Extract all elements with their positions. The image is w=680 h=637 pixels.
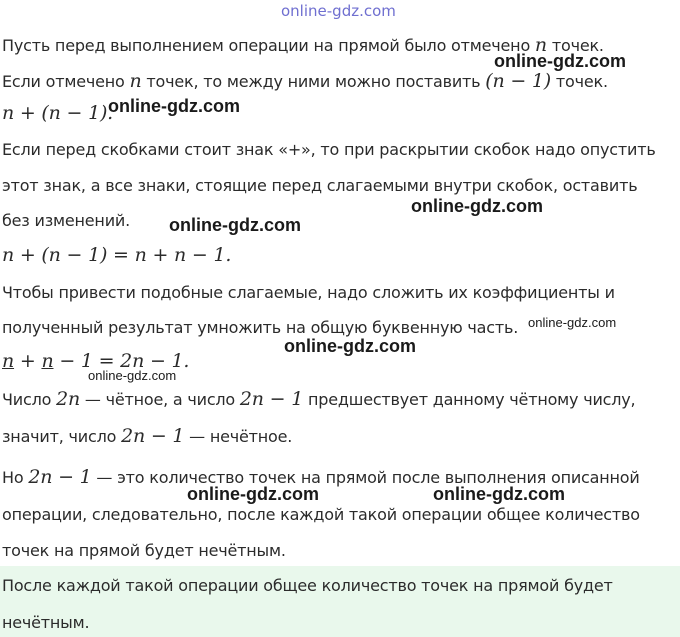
watermark-top: online-gdz.com [281, 2, 396, 20]
answer-line-2: нечётным. [2, 613, 90, 632]
paragraph-line-12: точек на прямой будет нечётным. [2, 541, 286, 560]
watermark: online-gdz.com [187, 484, 319, 504]
formula-2: n + (n − 1) = n + n − 1. [2, 244, 232, 266]
paragraph-line-8: Число 2n — чётное, а число 2n − 1 предшествует данному чётному числу, [2, 388, 636, 410]
paragraph-line-11: операции, следовательно, после каждой такой операции общее количество [2, 505, 640, 524]
watermark: online-gdz.com [108, 96, 240, 116]
paragraph-line-2: Если отмечено n точек, то между ними можно поставить (n − 1) точек. [2, 70, 608, 92]
paragraph-line-10: Но 2n − 1 — это количество точек на прямой после выполнения описанной [2, 466, 640, 488]
answer-box [0, 566, 680, 637]
formula-1: n + (n − 1). [2, 102, 114, 124]
answer-line-1: После каждой такой операции общее количество точек на прямой будет [2, 576, 613, 595]
formula-3: n + n − 1 = 2n − 1. [2, 350, 190, 372]
paragraph-line-5: без изменений. [2, 211, 130, 230]
paragraph-line-7: полученный результат умножить на общую буквенную часть. [2, 318, 519, 337]
watermark: online-gdz.com [411, 196, 543, 216]
watermark: online-gdz.com [528, 315, 617, 330]
paragraph-line-3: Если перед скобками стоит знак «+», то при раскрытии скобок надо опустить [2, 140, 656, 159]
watermark: online-gdz.com [88, 368, 177, 383]
paragraph-line-4: этот знак, а все знаки, стоящие перед слагаемыми внутри скобок, оставить [2, 176, 638, 195]
watermark: online-gdz.com [494, 51, 626, 71]
watermark: online-gdz.com [169, 215, 301, 235]
watermark: online-gdz.com [433, 484, 565, 504]
paragraph-line-6: Чтобы привести подобные слагаемые, надо сложить их коэффициенты и [2, 283, 615, 302]
paragraph-line-9: значит, число 2n − 1 — нечётное. [2, 425, 293, 447]
watermark: online-gdz.com [284, 336, 416, 356]
paragraph-line-1: Пусть перед выполнением операции на прямой было отмечено n точек. [2, 34, 604, 56]
